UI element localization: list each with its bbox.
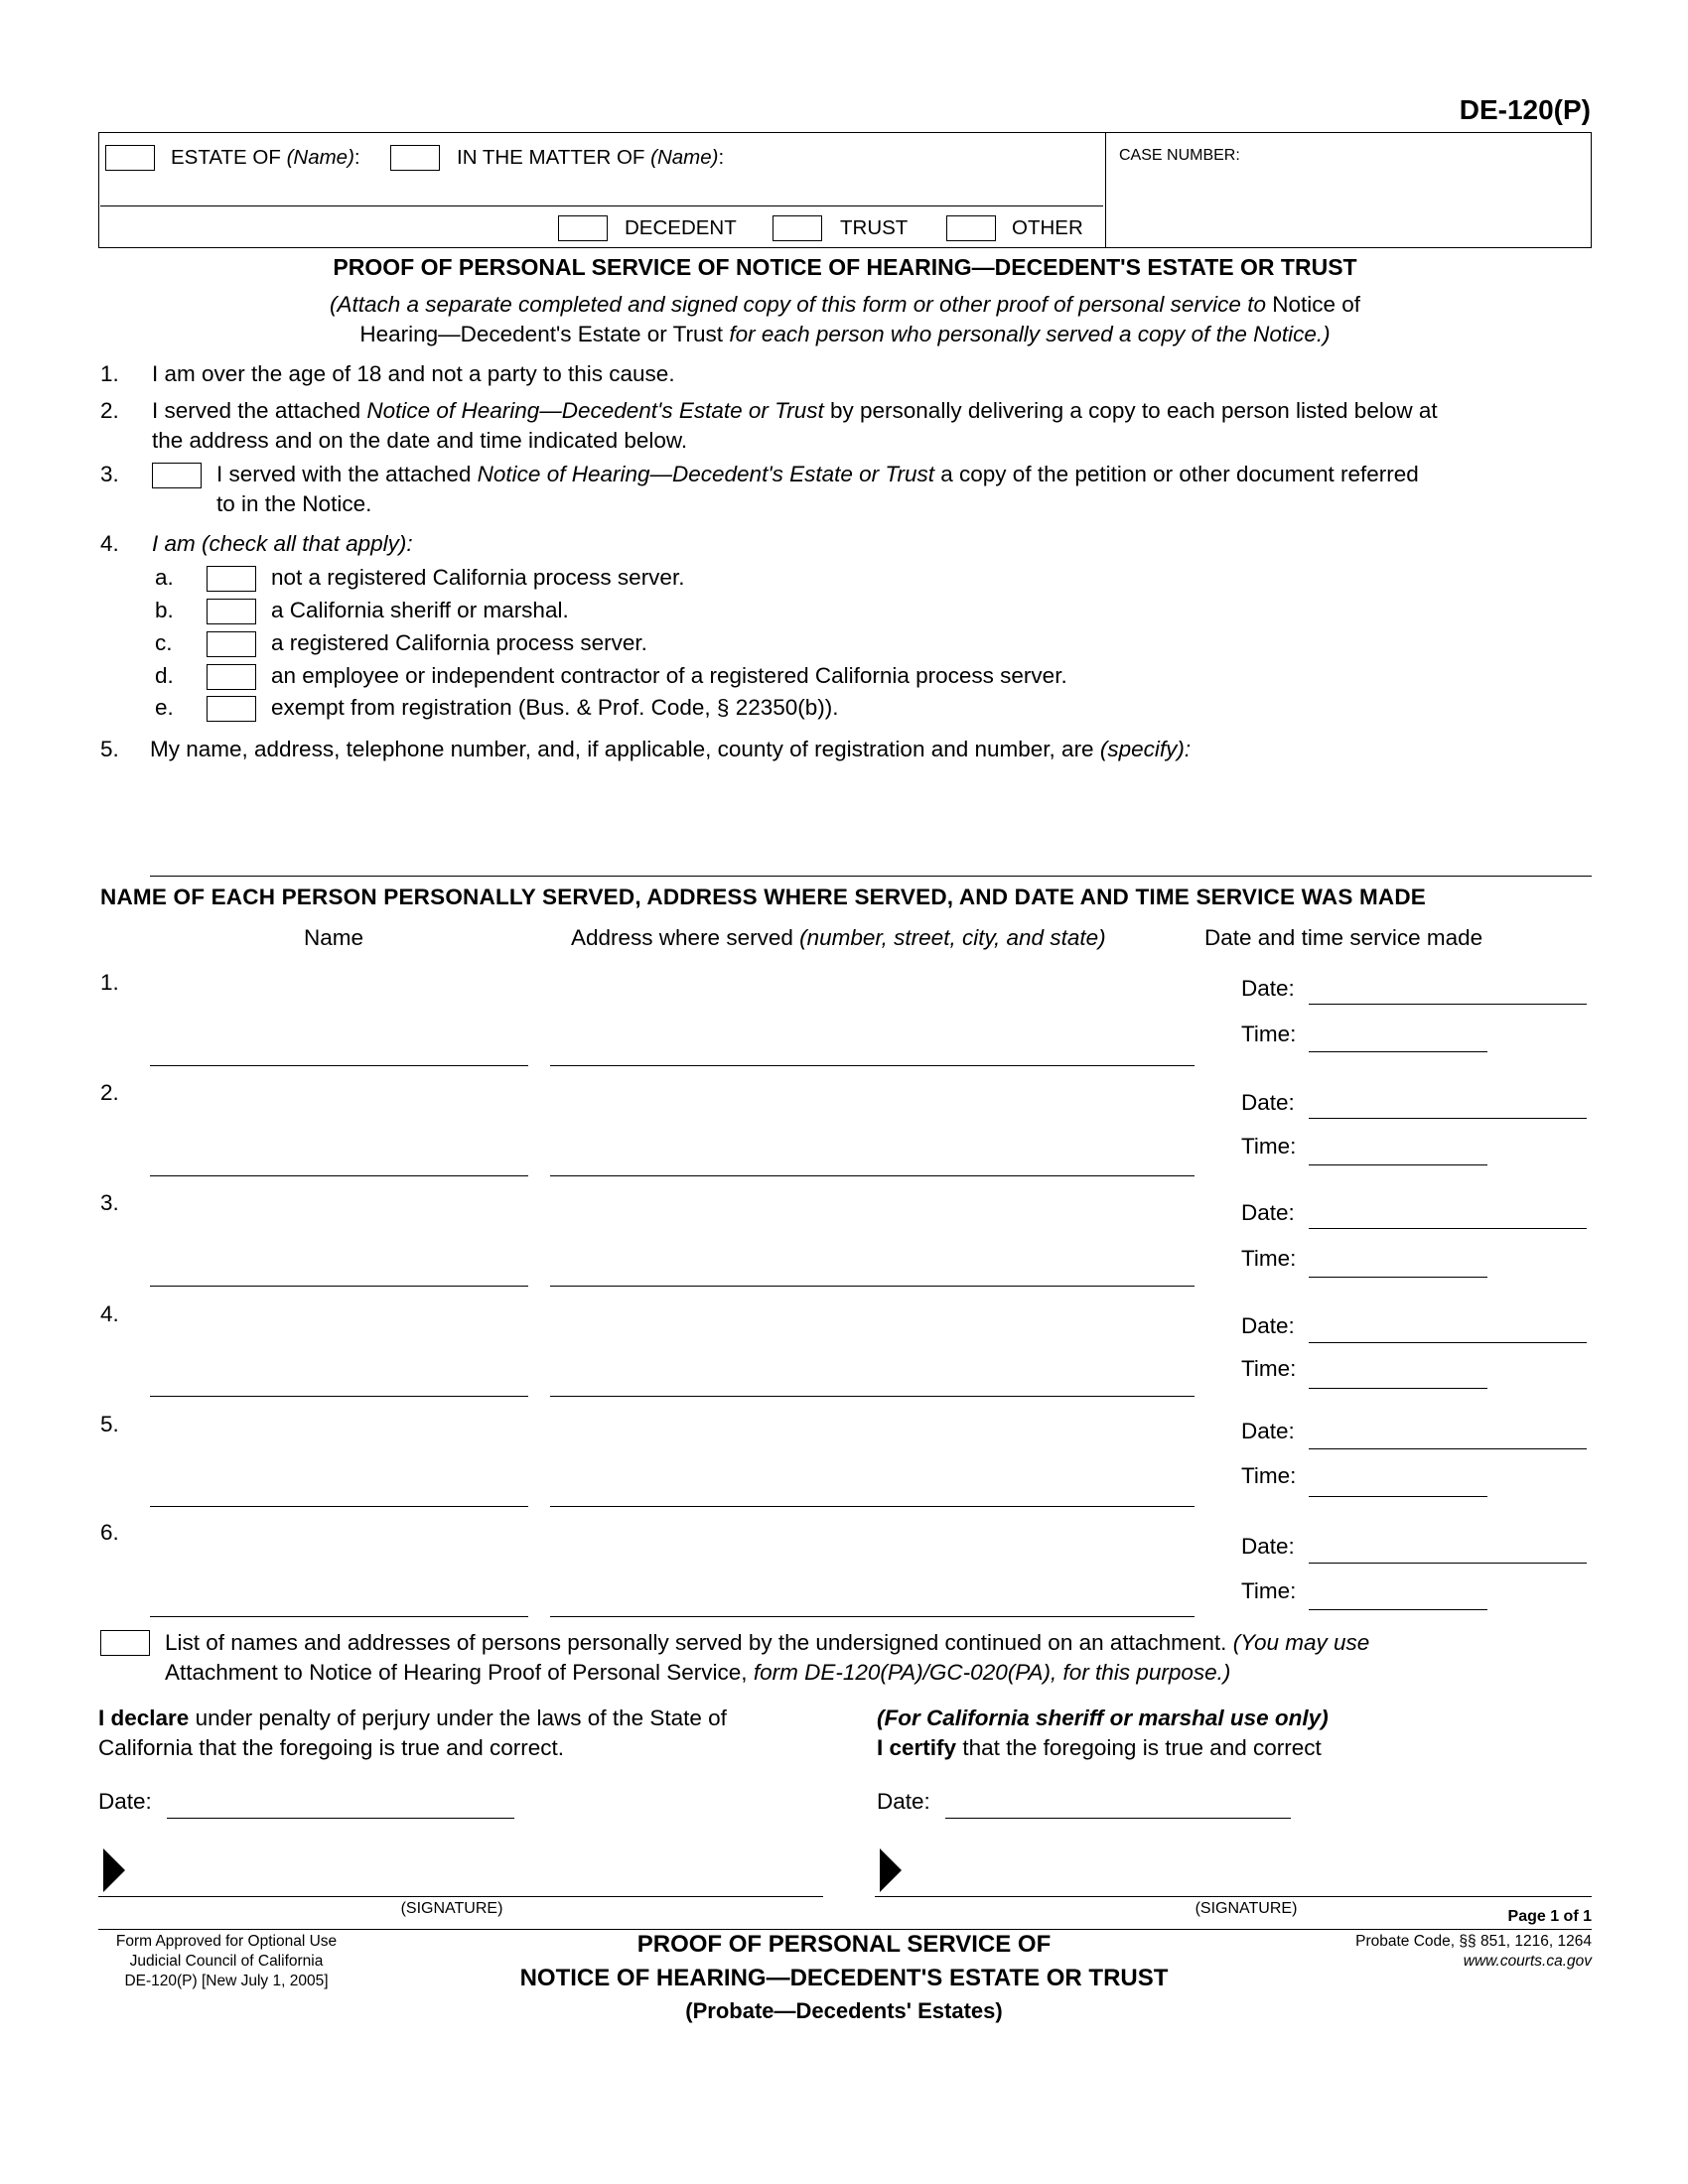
certify-rest: that the foregoing is true and correct	[962, 1735, 1322, 1760]
attach-instruction-2	[98, 320, 1592, 349]
item-4b-text: a California sheriff or marshal.	[271, 598, 569, 622]
served-row-3-time-label: Time:	[1241, 1246, 1297, 1271]
served-row-4-date-label: Date:	[1241, 1313, 1295, 1338]
item-4e-checkbox[interactable]	[207, 696, 256, 722]
item-5-number: 5.	[100, 737, 119, 761]
certify-signature-line[interactable]	[875, 1896, 1592, 1897]
item-1-number: 1.	[100, 361, 119, 386]
item-4c-letter: c.	[155, 630, 173, 655]
item-1-text: I am over the age of 18 and not a party to this cause.	[152, 361, 675, 386]
instruction-part-c: Hearing—Decedent's Estate or Trust	[359, 322, 724, 346]
served-row-4-time-line[interactable]	[1309, 1388, 1487, 1389]
item-3-part-a: I served with the attached	[216, 462, 472, 486]
col-datetime-header: Date and time service made	[1204, 925, 1483, 950]
item-3-part-b: Notice of Hearing—Decedent's Estate or Trust	[477, 462, 934, 486]
served-row-3-time-line[interactable]	[1309, 1277, 1487, 1278]
other-checkbox[interactable]	[946, 215, 996, 241]
certify-signature-label: (SIGNATURE)	[1195, 1900, 1298, 1917]
served-row-2-number: 2.	[100, 1080, 119, 1105]
served-row-2-time-line[interactable]	[1309, 1164, 1487, 1165]
item-4c-text: a registered California process server.	[271, 630, 647, 655]
item-4c-checkbox[interactable]	[207, 631, 256, 657]
served-row-1-number: 1.	[100, 970, 119, 995]
col-address-hint: (number, street, city, and state)	[799, 925, 1106, 950]
attachment-line-2	[165, 1658, 1230, 1688]
caption-name-line	[100, 205, 1103, 206]
served-row-6-name-line[interactable]	[150, 1616, 528, 1617]
attachment-part-c: Attachment to Notice of Hearing Proof of Personal Service,	[165, 1660, 748, 1685]
in-the-matter-of-text: IN THE MATTER OF	[457, 146, 645, 169]
served-row-5-date-label: Date:	[1241, 1419, 1295, 1443]
estate-name-hint: (Name)	[286, 146, 354, 169]
served-row-4-address-line[interactable]	[550, 1396, 1195, 1397]
instruction-part-a: (Attach a separate completed and signed copy of this form or other proof of personal service to	[329, 292, 1266, 317]
served-row-4-date-line[interactable]	[1309, 1342, 1587, 1343]
estate-of-checkbox[interactable]	[105, 145, 155, 171]
caption-divider	[1105, 132, 1106, 248]
trust-checkbox[interactable]	[773, 215, 822, 241]
certify-line-2	[877, 1733, 1322, 1763]
item-5-text	[150, 735, 1191, 764]
item-2-part-a: I served the attached	[152, 398, 361, 423]
item-4a-text: not a registered California process server.	[271, 565, 685, 590]
served-row-6-time-label: Time:	[1241, 1578, 1297, 1603]
footer-form-approved: Form Approved for Optional Use	[115, 1933, 338, 1950]
footer-title-line-2: NOTICE OF HEARING—DECEDENT'S ESTATE OR TRUST	[519, 1965, 1169, 1991]
item-2-line-2: the address and on the date and time indicated below.	[152, 428, 688, 453]
item-4-text	[152, 529, 413, 559]
item-5-part-b: (specify):	[1099, 737, 1192, 761]
served-row-6-time-line[interactable]	[1309, 1609, 1487, 1610]
attachment-part-b: (You may use	[1232, 1630, 1370, 1655]
item-4-text-italic: I am (check all that apply):	[152, 531, 413, 556]
attachment-part-a: List of names and addresses of persons personally served by the undersigned continued on an attachment.	[165, 1630, 1227, 1655]
estate-of-text: ESTATE OF	[171, 146, 281, 169]
footer-title-line-1: PROOF OF PERSONAL SERVICE OF	[636, 1931, 1052, 1958]
served-row-1-date-label: Date:	[1241, 976, 1295, 1001]
page-number: Page 1 of 1	[1507, 1908, 1592, 1925]
certify-date-line[interactable]	[945, 1818, 1291, 1819]
footer-right-block	[1355, 1932, 1592, 1972]
item-3-checkbox[interactable]	[152, 463, 202, 488]
served-row-6-date-line[interactable]	[1309, 1563, 1587, 1564]
served-row-3-address-line[interactable]	[550, 1286, 1195, 1287]
item-4d-text: an employee or independent contractor of a registered California process server.	[271, 663, 1067, 688]
other-label: OTHER	[1012, 216, 1083, 239]
served-row-1-time-label: Time:	[1241, 1022, 1297, 1046]
served-row-6-address-line[interactable]	[550, 1616, 1195, 1617]
instruction-part-b: Notice of	[1272, 292, 1361, 317]
footer-title-line-3: (Probate—Decedents' Estates)	[685, 1998, 1003, 2023]
item-4b-letter: b.	[155, 598, 174, 622]
item-4b-checkbox[interactable]	[207, 599, 256, 624]
declare-date-line[interactable]	[167, 1818, 514, 1819]
estate-of-label: ESTATE OF (Name):	[171, 146, 360, 169]
served-row-3-number: 3.	[100, 1190, 119, 1215]
col-name-header: Name	[304, 925, 364, 950]
item-3-part-c: a copy of the petition or other document referred	[940, 462, 1419, 486]
case-number-label: CASE NUMBER:	[1119, 147, 1240, 164]
attachment-line-1	[165, 1628, 1369, 1658]
col-address-text: Address where served	[571, 925, 793, 950]
item-4d-letter: d.	[155, 663, 174, 688]
item-4e-letter: e.	[155, 695, 174, 720]
served-row-5-address-line[interactable]	[550, 1506, 1195, 1507]
declare-signature-line[interactable]	[98, 1896, 823, 1897]
served-row-5-time-label: Time:	[1241, 1463, 1297, 1488]
footer-judicial-council: Judicial Council of California	[129, 1953, 324, 1970]
item-2-part-c: by personally delivering a copy to each person listed below at	[830, 398, 1438, 423]
declare-signature-label: (SIGNATURE)	[400, 1900, 503, 1917]
decedent-checkbox[interactable]	[558, 215, 608, 241]
item-3-number: 3.	[100, 462, 119, 486]
attachment-part-d: form DE-120(PA)/GC-020(PA), for this purpose.)	[753, 1660, 1231, 1685]
item-4-number: 4.	[100, 531, 119, 556]
item-3-line-1	[216, 460, 1419, 489]
served-row-1-name-line[interactable]	[150, 1065, 528, 1066]
item-3-line-2: to in the Notice.	[216, 491, 372, 516]
in-the-matter-of-label: IN THE MATTER OF (Name):	[457, 146, 725, 169]
declare-rest: under penalty of perjury under the laws of the State of	[195, 1706, 727, 1730]
in-the-matter-of-checkbox[interactable]	[390, 145, 440, 171]
served-row-5-number: 5.	[100, 1412, 119, 1436]
attach-instruction-1	[98, 290, 1592, 320]
certify-signature-arrow-icon	[880, 1848, 902, 1892]
item-2-number: 2.	[100, 398, 119, 423]
item-4e-text: exempt from registration (Bus. & Prof. Code, § 22350(b)).	[271, 695, 839, 720]
served-row-4-number: 4.	[100, 1301, 119, 1326]
declare-line-2: California that the foregoing is true and correct.	[98, 1735, 565, 1760]
decedent-label: DECEDENT	[625, 216, 737, 239]
item-5-part-a: My name, address, telephone number, and, if applicable, county of registration and number, are	[150, 737, 1094, 761]
declare-signature-arrow-icon	[103, 1848, 125, 1892]
served-row-1-time-line[interactable]	[1309, 1051, 1487, 1052]
form-id: DE-120(P)	[1459, 94, 1591, 125]
certify-line-1	[877, 1704, 1329, 1733]
footer-left-block	[98, 1932, 354, 1991]
served-row-1-address-line[interactable]	[550, 1065, 1195, 1066]
served-row-5-name-line[interactable]	[150, 1506, 528, 1507]
footer-url[interactable]	[1355, 1952, 1592, 1972]
served-row-2-address-line[interactable]	[550, 1175, 1195, 1176]
served-row-3-date-label: Date:	[1241, 1200, 1295, 1225]
footer-form-revision: DE-120(P) [New July 1, 2005]	[124, 1973, 329, 1989]
matter-name-hint: (Name)	[650, 146, 719, 169]
certify-date-label: Date:	[877, 1789, 930, 1814]
served-heading: NAME OF EACH PERSON PERSONALLY SERVED, ADDRESS WHERE SERVED, AND DATE AND TIME SERVICE WAS MADE	[100, 885, 1427, 909]
certify-bold: I certify	[877, 1735, 957, 1760]
col-address-header	[571, 923, 1106, 953]
footer-url-text: www.courts.ca.gov	[1463, 1953, 1592, 1970]
footer-probate-code: Probate Code, §§ 851, 1216, 1264	[1355, 1933, 1592, 1950]
served-row-6-date-label: Date:	[1241, 1534, 1295, 1559]
item-2-line-1	[152, 396, 1438, 426]
item-4a-letter: a.	[155, 565, 174, 590]
item-4a-checkbox[interactable]	[207, 566, 256, 592]
trust-label: TRUST	[840, 216, 909, 239]
served-row-4-name-line[interactable]	[150, 1396, 528, 1397]
item-2-part-b: Notice of Hearing—Decedent's Estate or Trust	[366, 398, 824, 423]
declare-line-1	[98, 1704, 727, 1733]
instruction-part-d: for each person who personally served a copy of the Notice.)	[729, 322, 1331, 346]
served-row-1-date-line[interactable]	[1309, 1004, 1587, 1005]
form-title: PROOF OF PERSONAL SERVICE OF NOTICE OF HEARING—DECEDENT'S ESTATE OR TRUST	[333, 254, 1357, 280]
attachment-checkbox[interactable]	[100, 1630, 150, 1656]
item-4d-checkbox[interactable]	[207, 664, 256, 690]
served-row-5-date-line[interactable]	[1309, 1448, 1587, 1449]
served-row-2-time-label: Time:	[1241, 1134, 1297, 1159]
served-row-5-time-line[interactable]	[1309, 1496, 1487, 1497]
served-row-2-date-line[interactable]	[1309, 1118, 1587, 1119]
certify-sheriff-only: (For California sheriff or marshal use only)	[877, 1706, 1329, 1730]
served-row-3-date-line[interactable]	[1309, 1228, 1587, 1229]
served-row-3-name-line[interactable]	[150, 1286, 528, 1287]
item-5-answer-line[interactable]	[150, 876, 1592, 877]
served-row-4-time-label: Time:	[1241, 1356, 1297, 1381]
footer-title-block	[397, 1928, 1291, 2027]
served-row-2-date-label: Date:	[1241, 1090, 1295, 1115]
served-row-2-name-line[interactable]	[150, 1175, 528, 1176]
declare-bold: I declare	[98, 1706, 190, 1730]
served-row-6-number: 6.	[100, 1520, 119, 1545]
declare-date-label: Date:	[98, 1789, 152, 1814]
